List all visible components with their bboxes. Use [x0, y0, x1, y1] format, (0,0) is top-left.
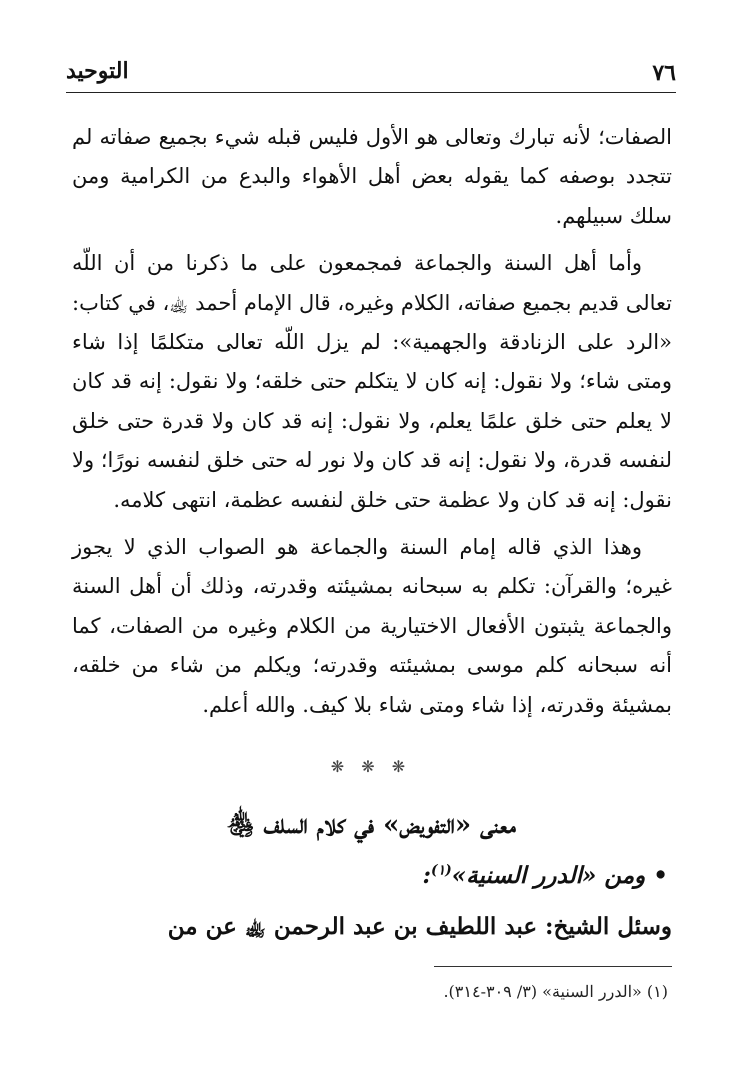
footnote: (١) «الدرر السنية» (٣/ ٣٠٩-٣١٤).	[443, 982, 668, 1001]
page-number: ٧٦	[652, 60, 676, 86]
section-heading: معنى «التفويض» في كلام السلف ﵃	[226, 810, 516, 840]
footnote-divider	[434, 966, 672, 967]
body-text	[72, 118, 672, 725]
question-line: وسئل الشيخ: عبد اللطيف بن عبد الرحمن ﵀ عن من	[167, 913, 672, 940]
footnote-reference: (١)	[431, 862, 452, 879]
paragraph-2: وأما أهل السنة والجماعة فمجمعون على ما ذكرنا من أن اللّه تعالى قديم بجميع صفاته، الكلام وغيره، قال الإمام أحمد ﵀، في كتاب: «الرد على الزنادقة والجهمية»: لم يزل اللّه تعالى متكلمًا إذا شاء ومتى شاء؛ ولا نقول: إنه كان لا يتكلم حتى خلقه؛ ولا نقول: إنه قد كان لا يعلم حتى خلق علمًا يعلم، ولا نقول: إنه قد كان ولا قدرة حتى خلق لنفسه قدرة، ولا نقول: إنه قد كان ولا نور له حتى خلق لنفسه نورًا؛ ولا نقول: إنه قد كان ولا عظمة حتى خلق لنفسه عظمة، انتهى كلامه.	[72, 251, 672, 512]
paragraph-3: وهذا الذي قاله إمام السنة والجماعة هو الصواب الذي لا يجوز غيره؛ والقرآن: تكلم به سبحانه بمشيئته وقدرته، وذلك أن أهل السنة والجماعة يثبتون الأفعال الاختيارية من الكلام وغيره من الصفات، كما أنه سبحانه كلم موسى بمشيئته وقدرته؛ ويكلم من شاء من خلقه، بمشيئة وقدرته، إذا شاء ومتى شاء بلا كيف. والله أعلم.	[72, 535, 672, 717]
source-bullet	[423, 862, 669, 889]
running-title: التوحيد	[66, 58, 129, 84]
bullet-text: ومن «الدرر السنية»	[451, 862, 646, 889]
bullet-colon: :	[422, 862, 431, 889]
page-header	[66, 52, 676, 93]
section-separator: ❋ ❋ ❋	[330, 757, 412, 776]
paragraph-1: الصفات؛ لأنه تبارك وتعالى هو الأول فليس قبله شيء بجميع صفاته لم تتجدد بوصفه كما يقوله بعض أهل الأهواء والبدع من الكرامية ومن سلك سبيلهم.	[72, 125, 672, 228]
bullet-icon: •	[653, 862, 668, 889]
